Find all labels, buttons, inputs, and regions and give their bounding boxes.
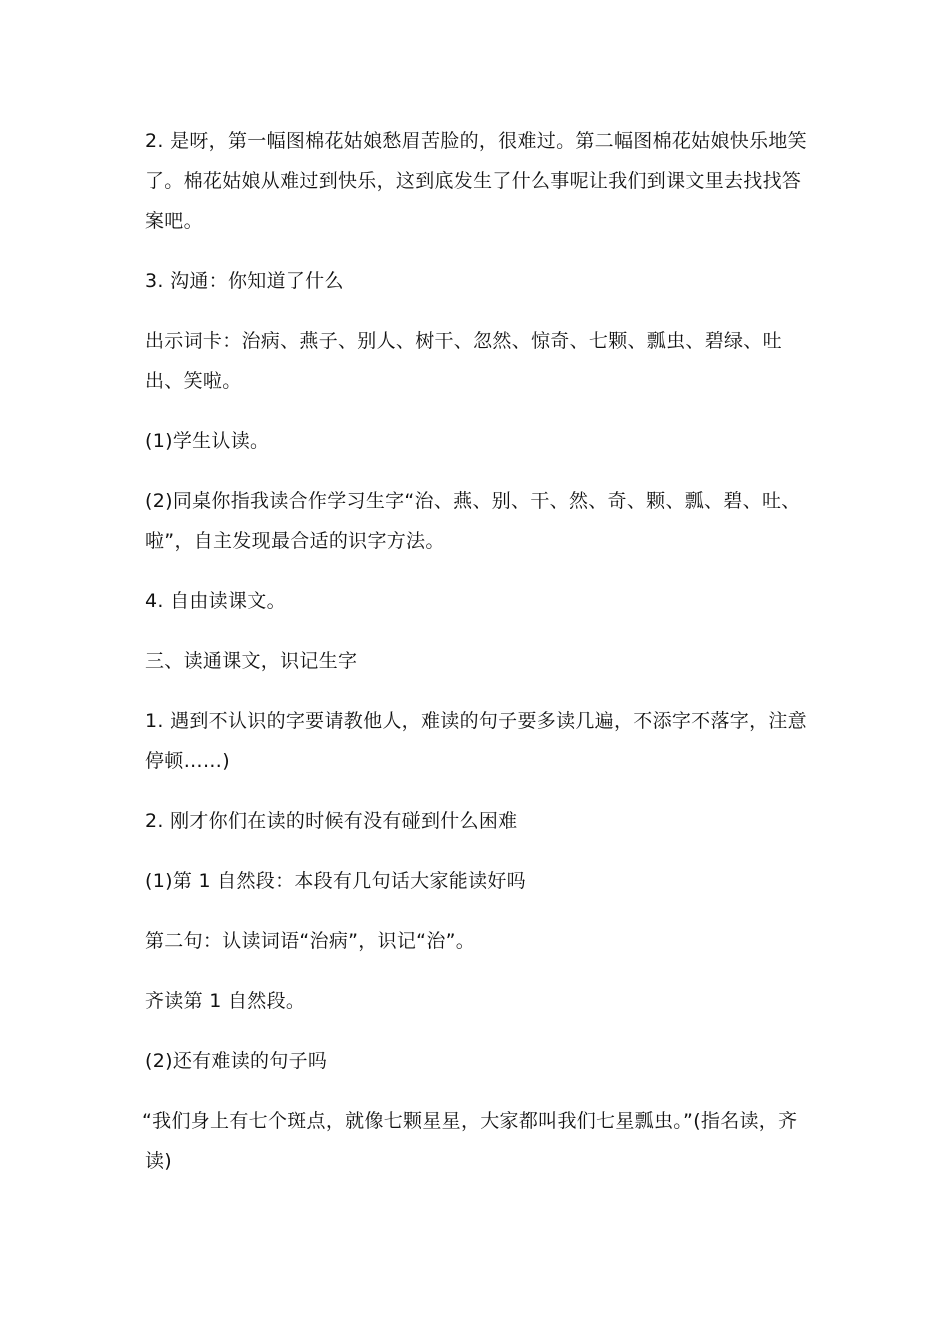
paragraph-answer-intro: 2. 是呀，第一幅图棉花姑娘愁眉苦脸的，很难过。第二幅图棉花姑娘快乐地笑了。棉花姑娘从难过到快乐，这到底发生了什么事呢让我们到课文里去找找答案吧。: [145, 130, 807, 232]
document-body: [142, 121, 815, 1201]
paragraph-ladybug-quote: “我们身上有七个斑点，就像七颗星星，大家都叫我们七星瓢虫。”(指名读，齐读): [142, 1110, 798, 1172]
paragraph-word-cards: 出示词卡：治病、燕子、别人、树干、忽然、惊奇、七颗、瓢虫、碧绿、吐出、笑啦。: [145, 330, 782, 392]
paragraph-student-read: (1)学生认读。: [145, 430, 270, 452]
paragraph-communicate: 3. 沟通：你知道了什么: [145, 270, 344, 292]
paragraph-hard-sentences: (2)还有难读的句子吗: [145, 1050, 328, 1072]
paragraph-reading-tips: 1. 遇到不认识的字要请教他人，难读的句子要多读几遍，不添字不落字，注意停顿……): [145, 710, 807, 772]
paragraph-difficulties: 2. 刚才你们在读的时候有没有碰到什么困难: [145, 810, 518, 832]
paragraph-pair-learning: (2)同桌你指我读合作学习生字“治、燕、别、干、然、奇、颗、瓢、碧、吐、啦”，自主发现最合适的识字方法。: [145, 490, 801, 552]
paragraph-first-section: (1)第 1 自然段：本段有几句话大家能读好吗: [145, 870, 526, 892]
paragraph-second-sentence: 第二句：认读词语“治病”，识记“治”。: [145, 930, 476, 952]
paragraph-free-reading: 4. 自由读课文。: [145, 590, 286, 612]
section-heading-three: 三、读通课文，识记生字: [145, 650, 358, 672]
paragraph-read-together: 齐读第 1 自然段。: [145, 990, 306, 1012]
